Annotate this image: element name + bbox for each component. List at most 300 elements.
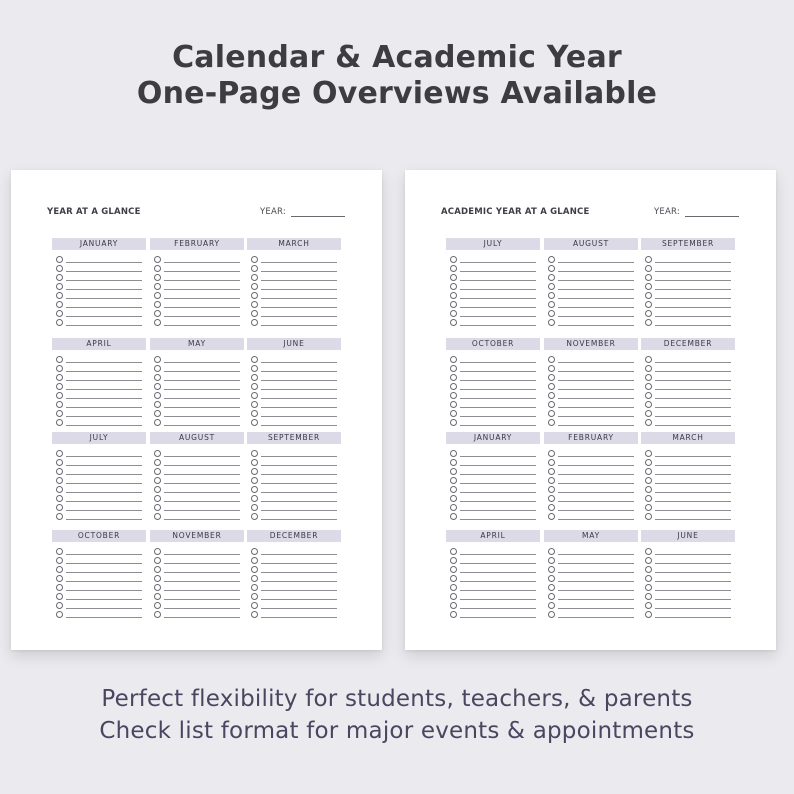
write-line [66,298,142,299]
write-line [655,398,731,399]
checklist [150,355,244,427]
checkbox-circle-icon [450,575,457,582]
checklist-row [52,309,146,318]
checklist-row [150,273,244,282]
write-line [655,456,731,457]
write-line [261,416,337,417]
write-line [460,617,536,618]
write-line [655,316,731,317]
checkbox-circle-icon [645,374,652,381]
year-at-a-glance-sheet [11,170,382,650]
write-line [164,599,240,600]
checklist-row [641,418,735,427]
checkbox-circle-icon [56,557,63,564]
checklist-row [544,449,638,458]
checkbox-circle-icon [251,401,258,408]
checklist-row [641,318,735,327]
checklist [247,449,341,521]
checklist-row [247,512,341,521]
checklist-row [52,391,146,400]
write-line [460,380,536,381]
checklist-row [641,355,735,364]
checkbox-circle-icon [56,584,63,591]
checklist-row [544,601,638,610]
checkbox-circle-icon [56,283,63,290]
checkbox-circle-icon [548,495,555,502]
checkbox-circle-icon [548,419,555,426]
checklist-row [247,574,341,583]
headline-line-1: Calendar & Academic Year [172,40,622,75]
checkbox-circle-icon [154,593,161,600]
checklist-row [52,467,146,476]
checkbox-circle-icon [450,450,457,457]
checkbox-circle-icon [56,486,63,493]
checkbox-circle-icon [154,477,161,484]
checkbox-circle-icon [548,283,555,290]
tagline-line-2: Check list format for major events & appointments [99,718,695,744]
checklist [247,547,341,619]
write-line [66,617,142,618]
write-line [460,289,536,290]
write-line [558,474,634,475]
checkbox-circle-icon [548,383,555,390]
checklist-row [150,409,244,418]
checklist-row [52,610,146,619]
write-line [558,519,634,520]
write-line [164,581,240,582]
checkbox-circle-icon [450,584,457,591]
checklist-row [247,400,341,409]
checkbox-circle-icon [450,274,457,281]
write-line [261,465,337,466]
checklist-row [641,309,735,318]
checklist-row [641,282,735,291]
checklist-row [544,264,638,273]
checkbox-circle-icon [251,283,258,290]
checklist-row [52,512,146,521]
checkbox-circle-icon [56,392,63,399]
month-block [641,530,735,619]
checklist-row [247,485,341,494]
checklist-row [247,364,341,373]
checkbox-circle-icon [56,365,63,372]
month-header: FEBRUARY [544,432,638,444]
write-line [655,510,731,511]
write-line [261,572,337,573]
month-header: JULY [446,238,540,250]
write-line [558,380,634,381]
checklist-row [52,547,146,556]
write-line [460,581,536,582]
checklist-row [544,467,638,476]
checklist-row [247,355,341,364]
write-line [164,590,240,591]
write-line [164,483,240,484]
write-line [655,425,731,426]
checklist-row [446,255,540,264]
checkbox-circle-icon [154,495,161,502]
checklist-row [544,610,638,619]
checklist-row [641,373,735,382]
checkbox-circle-icon [645,504,652,511]
checklist-row [247,273,341,282]
checkbox-circle-icon [56,274,63,281]
checkbox-circle-icon [450,593,457,600]
write-line [66,483,142,484]
checkbox-circle-icon [450,283,457,290]
write-line [66,572,142,573]
checklist-row [247,309,341,318]
write-line [655,262,731,263]
checkbox-circle-icon [56,548,63,555]
checklist-row [150,255,244,264]
checklist-row [52,592,146,601]
checkbox-circle-icon [251,575,258,582]
checklist-row [150,309,244,318]
checkbox-circle-icon [56,319,63,326]
checklist-row [247,467,341,476]
write-line [261,492,337,493]
checklist-row [641,494,735,503]
checklist-row [446,610,540,619]
checkbox-circle-icon [450,548,457,555]
write-line [261,483,337,484]
write-line [558,262,634,263]
checklist [641,255,735,327]
checkbox-circle-icon [251,486,258,493]
checklist-row [641,583,735,592]
checkbox-circle-icon [645,575,652,582]
checkbox-circle-icon [251,602,258,609]
write-line [460,554,536,555]
checkbox-circle-icon [154,283,161,290]
checkbox-circle-icon [450,401,457,408]
checkbox-circle-icon [56,593,63,600]
checklist-row [641,300,735,309]
write-line [655,298,731,299]
checklist-row [247,592,341,601]
checkbox-circle-icon [548,557,555,564]
checkbox-circle-icon [154,575,161,582]
checklist-row [446,291,540,300]
write-line [164,617,240,618]
write-line [558,483,634,484]
write-line [655,581,731,582]
checkbox-circle-icon [450,292,457,299]
checklist-row [52,565,146,574]
write-line [460,590,536,591]
year-label: YEAR: [654,207,680,217]
write-line [655,416,731,417]
checkbox-circle-icon [56,513,63,520]
checkbox-circle-icon [251,557,258,564]
checklist-row [150,503,244,512]
checkbox-circle-icon [645,310,652,317]
checklist-row [544,291,638,300]
write-line [66,608,142,609]
write-line [460,483,536,484]
checkbox-circle-icon [548,575,555,582]
checklist-row [446,418,540,427]
checklist [446,255,540,327]
checkbox-circle-icon [548,477,555,484]
checkbox-circle-icon [251,356,258,363]
checklist-row [247,418,341,427]
checkbox-circle-icon [251,392,258,399]
checklist-row [52,364,146,373]
write-line [460,425,536,426]
write-line [66,371,142,372]
write-line [261,280,337,281]
month-header: MARCH [641,432,735,444]
checklist-row [247,291,341,300]
checklist-row [544,391,638,400]
checklist-row [446,449,540,458]
checklist-row [641,409,735,418]
checkbox-circle-icon [56,256,63,263]
checklist-row [446,264,540,273]
write-line [460,325,536,326]
checkbox-circle-icon [548,319,555,326]
write-line [261,307,337,308]
write-line [261,519,337,520]
checklist-row [544,556,638,565]
write-line [66,590,142,591]
checkbox-circle-icon [645,459,652,466]
write-line [655,271,731,272]
checklist-row [446,467,540,476]
write-line [261,262,337,263]
checklist-row [247,409,341,418]
academic-year-at-a-glance-sheet [405,170,776,650]
headline-line-2: One-Page Overviews Available [136,76,658,111]
write-line [261,407,337,408]
month-header: APRIL [446,530,540,542]
checkbox-circle-icon [645,274,652,281]
checklist-row [52,291,146,300]
write-line [460,572,536,573]
write-line [66,398,142,399]
write-line [558,325,634,326]
write-line [558,289,634,290]
write-line [460,519,536,520]
write-line [164,298,240,299]
checkbox-circle-icon [645,365,652,372]
checklist [52,449,146,521]
checkbox-circle-icon [251,319,258,326]
checkbox-circle-icon [548,392,555,399]
write-line [66,465,142,466]
checklist-row [544,282,638,291]
checklist-row [446,565,540,574]
write-line [655,325,731,326]
month-block [446,338,540,427]
checklist-row [150,355,244,364]
write-line [558,581,634,582]
write-line [261,289,337,290]
write-line [460,280,536,281]
checkbox-circle-icon [548,504,555,511]
checklist-row [52,400,146,409]
checkbox-circle-icon [548,486,555,493]
checkbox-circle-icon [251,548,258,555]
checklist-row [150,400,244,409]
checkbox-circle-icon [450,356,457,363]
month-block [641,432,735,521]
checkbox-circle-icon [56,566,63,573]
checklist-row [641,503,735,512]
checklist [544,355,638,427]
write-line [460,416,536,417]
write-line [164,271,240,272]
write-line [460,474,536,475]
checkbox-circle-icon [251,566,258,573]
write-line [261,510,337,511]
write-line [460,510,536,511]
month-header: OCTOBER [446,338,540,350]
write-line [261,617,337,618]
checkbox-circle-icon [548,410,555,417]
checklist-row [446,409,540,418]
checklist-row [52,264,146,273]
checkbox-circle-icon [645,383,652,390]
checkbox-circle-icon [154,513,161,520]
write-line [261,425,337,426]
month-block [544,338,638,427]
write-line [66,510,142,511]
write-line [164,389,240,390]
month-block [150,432,244,521]
checklist-row [641,476,735,485]
checkbox-circle-icon [450,459,457,466]
write-line [558,608,634,609]
month-block [247,338,341,427]
sheet-title: ACADEMIC YEAR AT A GLANCE [441,207,590,217]
checkbox-circle-icon [56,310,63,317]
checklist-row [52,318,146,327]
checkbox-circle-icon [56,401,63,408]
month-header: SEPTEMBER [641,238,735,250]
checklist-row [544,592,638,601]
write-line [164,407,240,408]
checklist-row [247,255,341,264]
checklist-row [446,300,540,309]
write-line [66,316,142,317]
checkbox-circle-icon [645,566,652,573]
month-block [544,432,638,521]
write-line [558,407,634,408]
checkbox-circle-icon [56,383,63,390]
write-line [558,501,634,502]
checklist-row [52,409,146,418]
checkbox-circle-icon [645,392,652,399]
write-line [655,519,731,520]
checkbox-circle-icon [154,486,161,493]
checkbox-circle-icon [56,419,63,426]
checklist [150,547,244,619]
checkbox-circle-icon [56,459,63,466]
checkbox-circle-icon [645,356,652,363]
write-line [460,371,536,372]
checklist-row [641,485,735,494]
write-line [66,581,142,582]
month-block [52,432,146,521]
write-line [460,407,536,408]
checklist-row [446,364,540,373]
write-line [655,371,731,372]
month-block [446,432,540,521]
write-line [655,389,731,390]
checklist-row [247,601,341,610]
month-header: SEPTEMBER [247,432,341,444]
checklist [641,449,735,521]
checkbox-circle-icon [154,450,161,457]
checklist-row [247,610,341,619]
checkbox-circle-icon [645,419,652,426]
checklist-row [150,418,244,427]
checkbox-circle-icon [645,468,652,475]
checkbox-circle-icon [251,419,258,426]
write-line [558,465,634,466]
checklist-row [247,300,341,309]
write-line [164,280,240,281]
month-header: DECEMBER [641,338,735,350]
checklist-row [446,400,540,409]
checklist-row [446,512,540,521]
month-header: MAY [150,338,244,350]
checkbox-circle-icon [251,274,258,281]
checklist [544,255,638,327]
write-line [261,501,337,502]
checkbox-circle-icon [645,584,652,591]
write-line [164,316,240,317]
write-line [164,465,240,466]
write-line [261,581,337,582]
checklist-row [247,494,341,503]
write-line [655,280,731,281]
checkbox-circle-icon [56,495,63,502]
write-line [655,483,731,484]
checklist-row [52,556,146,565]
checkbox-circle-icon [251,611,258,618]
checkbox-circle-icon [548,450,555,457]
checkbox-circle-icon [450,374,457,381]
write-line [66,554,142,555]
checkbox-circle-icon [450,513,457,520]
month-block [247,530,341,619]
write-line [261,398,337,399]
checklist-row [544,547,638,556]
checkbox-circle-icon [56,356,63,363]
write-line [460,298,536,299]
checklist-row [544,565,638,574]
checkbox-circle-icon [645,450,652,457]
checkbox-circle-icon [645,292,652,299]
checklist-row [52,355,146,364]
checkbox-circle-icon [450,383,457,390]
checkbox-circle-icon [450,365,457,372]
checklist-row [446,391,540,400]
year-fill-line [685,216,739,217]
checklist-row [52,458,146,467]
checkbox-circle-icon [154,356,161,363]
checkbox-circle-icon [645,319,652,326]
checkbox-circle-icon [154,292,161,299]
month-block [52,338,146,427]
month-header: JUNE [247,338,341,350]
write-line [261,456,337,457]
checkbox-circle-icon [548,265,555,272]
